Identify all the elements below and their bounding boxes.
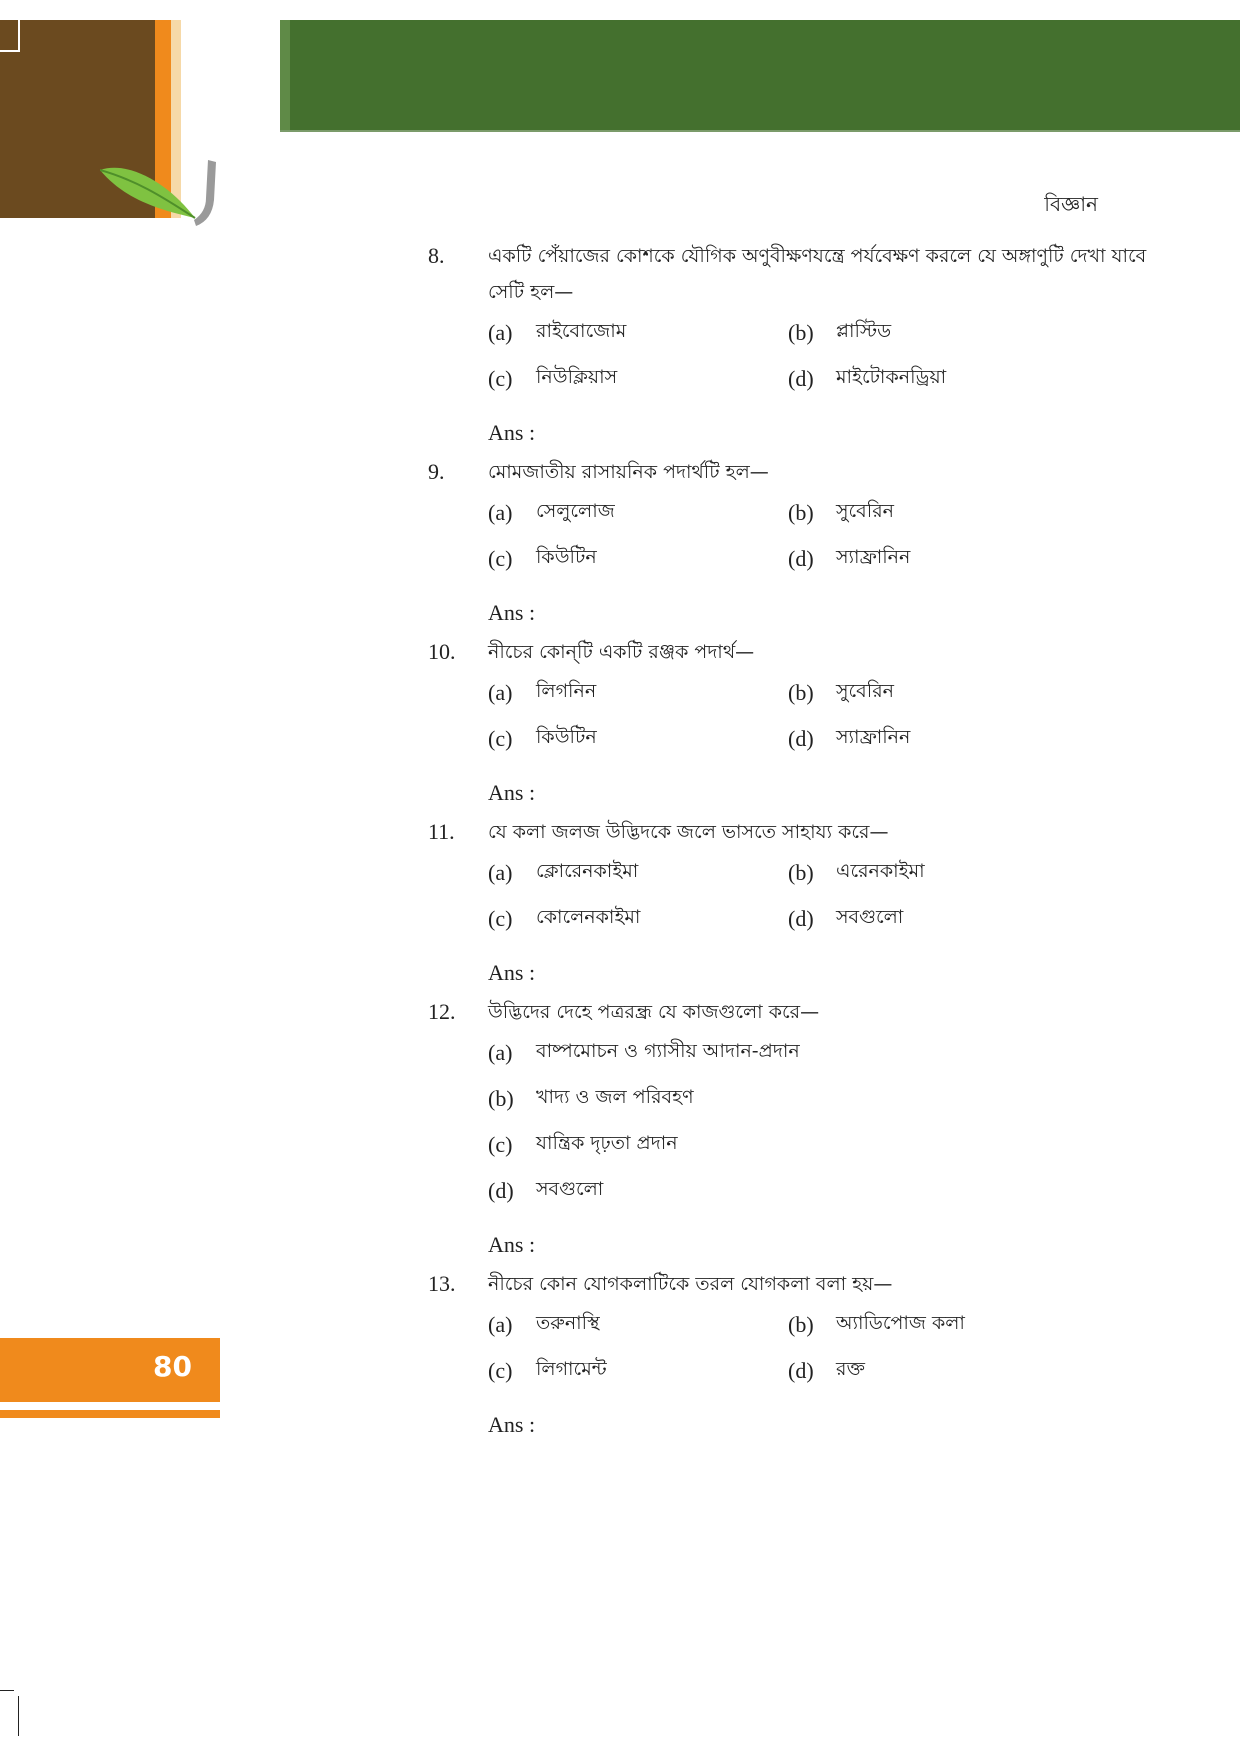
option-letter: (b)	[788, 320, 814, 345]
option-letter: (a)	[488, 680, 513, 705]
options	[488, 490, 1148, 582]
option-text: যান্ত্রিক দৃঢ়তা প্রদান	[536, 1132, 678, 1154]
option-b	[788, 857, 1088, 889]
question-13	[428, 1266, 1148, 1446]
page-number: 80	[153, 1350, 192, 1383]
question-list	[428, 238, 1148, 1446]
option-letter: (d)	[788, 906, 814, 931]
answer-label: Ans :	[488, 600, 536, 625]
option-row	[488, 1030, 1148, 1076]
question-number: 8.	[428, 243, 445, 268]
option-b	[788, 497, 1088, 529]
options	[488, 670, 1148, 762]
option-text: নিউক্লিয়াস	[536, 366, 618, 388]
option-row	[488, 1076, 1148, 1122]
trim-mark	[18, 20, 20, 52]
option-text: মাইটোকনড্রিয়া	[836, 366, 947, 388]
option-b	[488, 1083, 1108, 1115]
option-letter: (a)	[488, 320, 513, 345]
crop-mark	[0, 1690, 14, 1691]
corner-artwork	[0, 20, 260, 220]
option-letter: (d)	[788, 726, 814, 751]
question-number: 12.	[428, 999, 456, 1024]
option-b	[788, 317, 1088, 349]
option-text: এরেনকাইমা	[836, 860, 925, 882]
option-row	[488, 536, 1148, 582]
option-text: কোলেনকাইমা	[536, 906, 641, 928]
page-tab-underline	[0, 1410, 220, 1418]
option-row	[488, 356, 1148, 402]
question-stem	[428, 454, 1148, 490]
question-12	[428, 994, 1148, 1266]
question-stem	[428, 994, 1148, 1030]
option-text: সবগুলো	[836, 906, 904, 928]
option-d	[488, 1175, 1108, 1207]
answer-label: Ans :	[488, 1232, 536, 1257]
question-stem	[428, 238, 1148, 310]
option-text: সেলুলোজ	[536, 500, 615, 522]
option-text: লিগনিন	[536, 680, 597, 702]
option-row	[488, 1302, 1148, 1348]
options	[488, 1030, 1148, 1214]
question-text: নীচের কোন্‌টি একটি রঞ্জক পদার্থ—	[488, 641, 755, 663]
option-letter: (a)	[488, 860, 513, 885]
crop-mark	[18, 1696, 19, 1736]
option-text: সুবেরিন	[836, 500, 894, 522]
question-8	[428, 238, 1148, 454]
option-a	[488, 497, 788, 529]
option-letter: (d)	[788, 1358, 814, 1383]
option-text: খাদ্য ও জল পরিবহণ	[536, 1086, 694, 1108]
question-9	[428, 454, 1148, 634]
option-text: স্যাফ্রানিন	[836, 546, 911, 568]
question-number: 11.	[428, 819, 455, 844]
option-a	[488, 677, 788, 709]
answer-label: Ans :	[488, 960, 536, 985]
option-c	[488, 723, 788, 755]
option-letter: (b)	[788, 680, 814, 705]
question-11	[428, 814, 1148, 994]
option-letter: (b)	[788, 500, 814, 525]
question-text: মোমজাতীয় রাসায়নিক পদার্থটি হল—	[488, 461, 769, 483]
header-banner	[280, 20, 1240, 132]
option-letter: (a)	[488, 1040, 513, 1065]
option-row	[488, 670, 1148, 716]
option-letter: (c)	[488, 546, 513, 571]
option-text: বাষ্পমোচন ও গ্যাসীয় আদান-প্রদান	[536, 1040, 800, 1062]
question-text: একটি পেঁয়াজের কোশকে যৌগিক অণুবীক্ষণযন্ত্রে পর্যবেক্ষণ করলে যে অঙ্গাণুটি দেখা যাবে সেটি হল—	[488, 245, 1147, 303]
option-text: অ্যাডিপোজ কলা	[836, 1312, 965, 1334]
option-text: কিউটিন	[536, 546, 597, 568]
option-letter: (b)	[788, 1312, 814, 1337]
question-stem	[428, 814, 1148, 850]
option-text: তরুনাস্থি	[536, 1312, 600, 1334]
trim-mark	[0, 50, 18, 52]
option-letter: (b)	[488, 1086, 514, 1111]
banner-edge	[280, 20, 290, 130]
question-text: নীচের কোন যোগকলাটিকে তরল যোগকলা বলা হয়—	[488, 1273, 893, 1295]
option-c	[488, 903, 788, 935]
question-stem	[428, 634, 1148, 670]
answer-label: Ans :	[488, 420, 536, 445]
option-a	[488, 317, 788, 349]
answer-label: Ans :	[488, 1412, 536, 1437]
option-letter: (c)	[488, 1358, 513, 1383]
option-row	[488, 1168, 1148, 1214]
option-row	[488, 716, 1148, 762]
option-text: কিউটিন	[536, 726, 597, 748]
option-d	[788, 903, 1088, 935]
option-b	[788, 677, 1088, 709]
option-row	[488, 896, 1148, 942]
option-text: রক্ত	[836, 1358, 865, 1380]
option-letter: (c)	[488, 366, 513, 391]
option-row	[488, 850, 1148, 896]
option-text: সবগুলো	[536, 1178, 604, 1200]
option-text: রাইবোজোম	[536, 320, 627, 342]
option-a	[488, 857, 788, 889]
option-letter: (d)	[788, 366, 814, 391]
question-text: উদ্ভিদের দেহে পত্ররন্ধ্র যে কাজগুলো করে—	[488, 1001, 820, 1023]
question-stem	[428, 1266, 1148, 1302]
question-text: যে কলা জলজ উদ্ভিদকে জলে ভাসতে সাহায্য করে—	[488, 821, 889, 843]
option-letter: (d)	[488, 1178, 514, 1203]
options	[488, 1302, 1148, 1394]
option-text: ক্লোরেনকাইমা	[536, 860, 639, 882]
question-number: 10.	[428, 639, 456, 664]
option-d	[788, 543, 1088, 575]
option-c	[488, 363, 788, 395]
option-row	[488, 1122, 1148, 1168]
option-text: লিগামেন্ট	[536, 1358, 607, 1380]
answer-label: Ans :	[488, 780, 536, 805]
option-b	[788, 1309, 1088, 1341]
option-letter: (d)	[788, 546, 814, 571]
options	[488, 850, 1148, 942]
option-text: সুবেরিন	[836, 680, 894, 702]
option-row	[488, 310, 1148, 356]
option-c	[488, 1355, 788, 1387]
option-a	[488, 1309, 788, 1341]
question-number: 13.	[428, 1271, 456, 1296]
option-a	[488, 1037, 1108, 1069]
option-d	[788, 1355, 1088, 1387]
option-text: প্লাস্টিড	[836, 320, 892, 342]
question-number: 9.	[428, 459, 445, 484]
option-c	[488, 543, 788, 575]
options	[488, 310, 1148, 402]
sprout-leaf-icon	[100, 160, 220, 230]
option-text: স্যাফ্রানিন	[836, 726, 911, 748]
subject-label: বিজ্ঞান	[1044, 192, 1098, 216]
option-d	[788, 363, 1088, 395]
option-letter: (a)	[488, 500, 513, 525]
page-number-tab	[0, 1338, 220, 1402]
option-letter: (a)	[488, 1312, 513, 1337]
option-row	[488, 1348, 1148, 1394]
option-d	[788, 723, 1088, 755]
option-letter: (b)	[788, 860, 814, 885]
option-row	[488, 490, 1148, 536]
option-c	[488, 1129, 1108, 1161]
option-letter: (c)	[488, 1132, 513, 1157]
question-10	[428, 634, 1148, 814]
option-letter: (c)	[488, 906, 513, 931]
option-letter: (c)	[488, 726, 513, 751]
